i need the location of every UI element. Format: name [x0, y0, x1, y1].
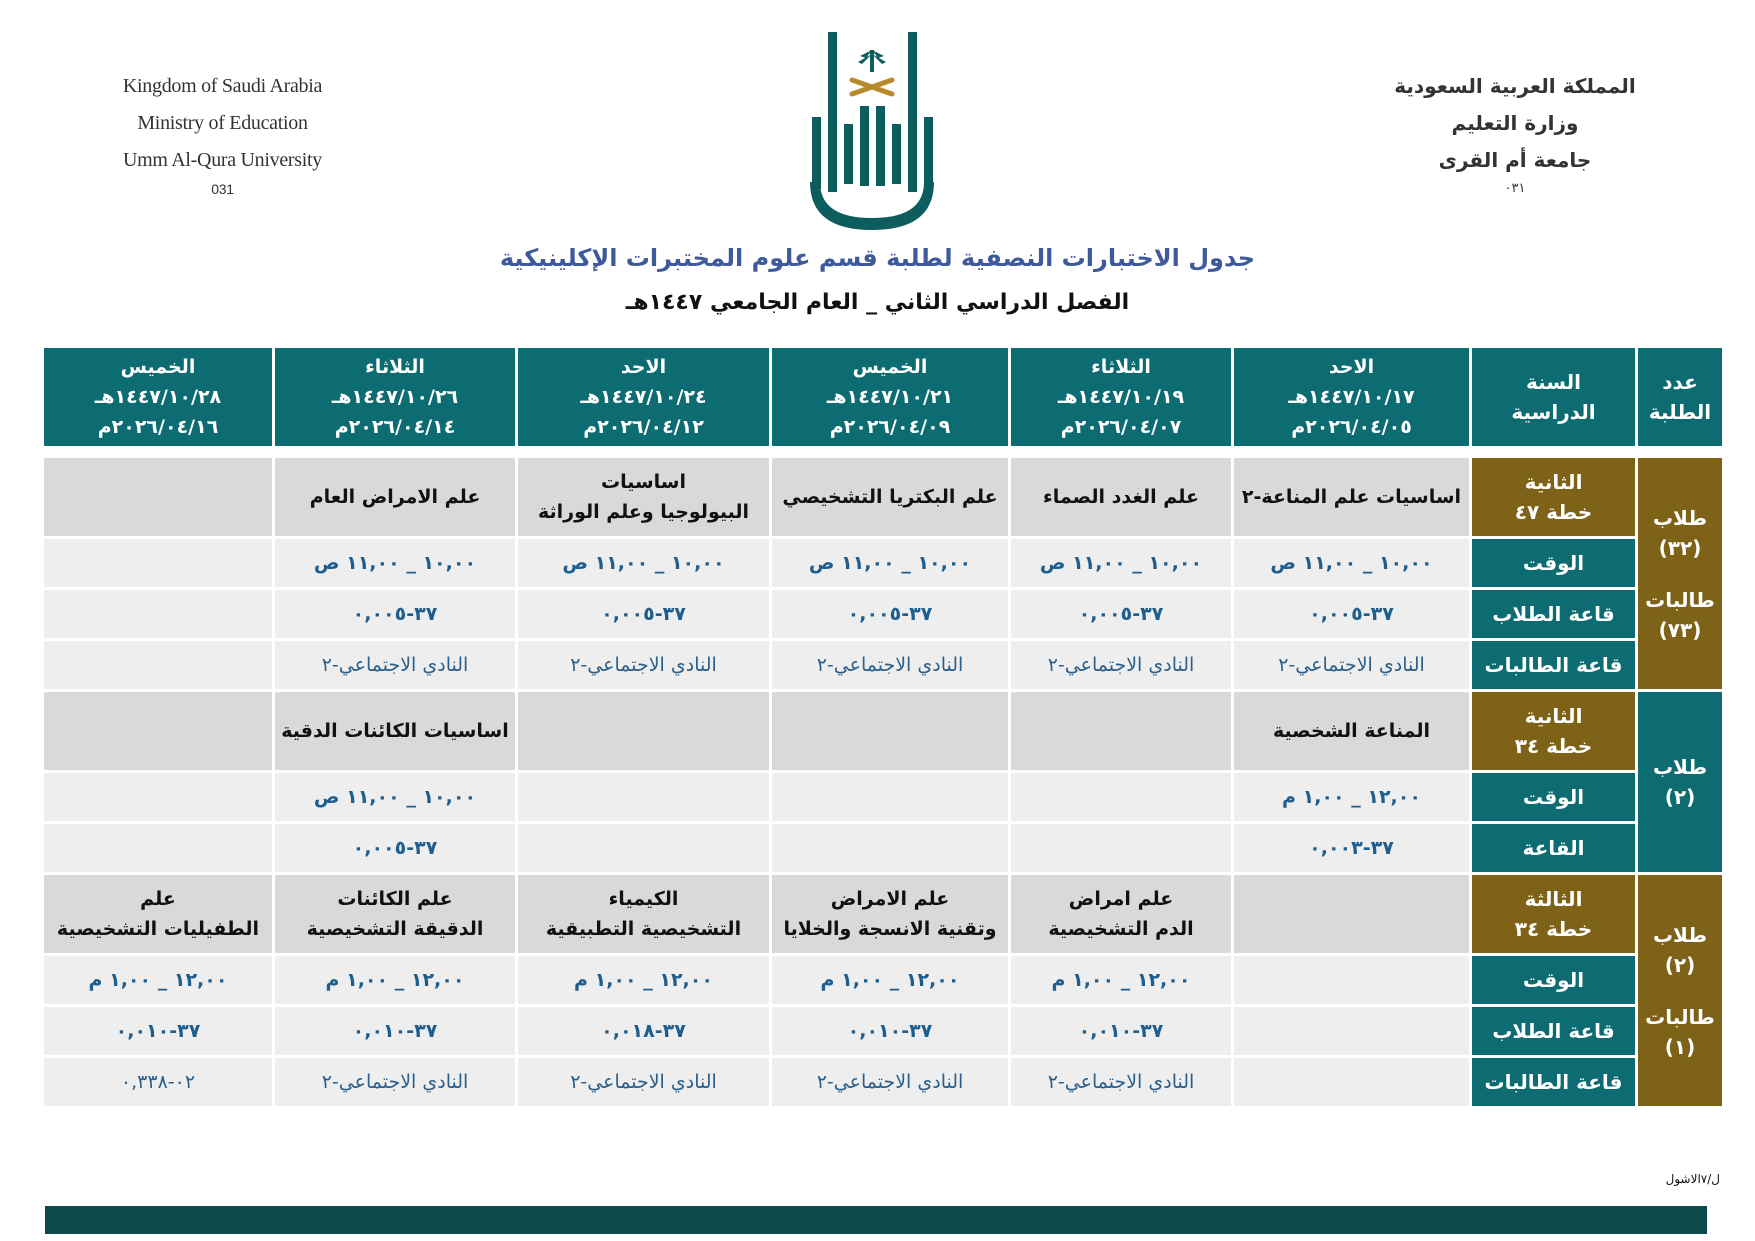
course-cell [1011, 692, 1231, 770]
time-cell: ١٢,٠٠ _ ١,٠٠ م [1011, 956, 1231, 1004]
course-cell: علم الكائنات الدقيقة التشخيصية [275, 875, 515, 953]
header-ar-line: جامعة أم القرى [1438, 148, 1592, 172]
hall-cell: ٣٧-٠,٠٠٣ [1234, 824, 1469, 872]
course-row [44, 875, 1722, 953]
course-cell [1234, 875, 1469, 953]
time-cell: ١٠,٠٠ _ ١١,٠٠ ص [1234, 539, 1469, 587]
hall-cell: النادي الاجتماعي-٢ [1011, 641, 1231, 689]
course-cell [44, 458, 272, 536]
female-hall-row [44, 1058, 1722, 1106]
hall-label: القاعة [1472, 824, 1635, 872]
time-label: الوقت [1472, 773, 1635, 821]
hall-cell: ٣٧-٠,٠٠٥ [1011, 590, 1231, 638]
time-row [44, 539, 1722, 587]
hall-cell: ٣٧-٠,٠٠٥ [275, 824, 515, 872]
time-row [44, 773, 1722, 821]
time-cell [1234, 956, 1469, 1004]
female-hall-label: قاعة الطالبات [1472, 1058, 1635, 1106]
female-hall-label: قاعة الطالبات [1472, 641, 1635, 689]
hall-cell: ٣٧-٠,٠١٠ [44, 1007, 272, 1055]
time-cell: ١٠,٠٠ _ ١١,٠٠ ص [275, 773, 515, 821]
group-count: طلاب (٢) [1638, 692, 1722, 872]
male-hall-row [44, 590, 1722, 638]
course-cell: المناعة الشخصية [1234, 692, 1469, 770]
course-cell: اساسيات البيولوجيا وعلم الوراثة [518, 458, 769, 536]
course-cell: علم الامراض العام [275, 458, 515, 536]
hall-cell: ٣٧-٠,٠١٠ [275, 1007, 515, 1055]
day-header: الخميس ١٤٤٧/١٠/٢١هـ ٢٠٢٦/٠٤/٠٩م [772, 348, 1008, 446]
hall-cell [44, 590, 272, 638]
year-cell: الثالثة خطة ٣٤ [1472, 875, 1635, 953]
hall-cell: ٣٧-٠,٠٠٥ [1234, 590, 1469, 638]
time-cell [518, 773, 769, 821]
course-cell: علم امراض الدم التشخيصية [1011, 875, 1231, 953]
time-row [44, 956, 1722, 1004]
header-english [105, 68, 340, 199]
course-row [44, 692, 1722, 770]
hall-cell [1011, 824, 1231, 872]
header-ar-line: وزارة التعليم [1451, 111, 1579, 135]
hall-cell: النادي الاجتماعي-٢ [275, 641, 515, 689]
female-hall-row [44, 641, 1722, 689]
day-header: الثلاثاء ١٤٤٧/١٠/١٩هـ ٢٠٢٦/٠٤/٠٧م [1011, 348, 1231, 446]
hall-cell: ٠٢-٠,٣٣٨ [44, 1058, 272, 1106]
time-label: الوقت [1472, 956, 1635, 1004]
hall-cell [1234, 1007, 1469, 1055]
time-cell [1011, 773, 1231, 821]
header-arabic [1380, 68, 1650, 199]
hall-cell: ٣٧-٠,٠١٠ [772, 1007, 1008, 1055]
hall-cell [1234, 1058, 1469, 1106]
hall-cell: ٣٧-٠,٠٠٥ [772, 590, 1008, 638]
header-en-line: Ministry of Education [137, 112, 308, 134]
hall-cell [772, 824, 1008, 872]
male-hall-label: قاعة الطلاب [1472, 1007, 1635, 1055]
day-header: الثلاثاء ١٤٤٧/١٠/٢٦هـ ٢٠٢٦/٠٤/١٤م [275, 348, 515, 446]
hall-cell: النادي الاجتماعي-٢ [275, 1058, 515, 1106]
male-hall-label: قاعة الطلاب [1472, 590, 1635, 638]
time-cell: ١٢,٠٠ _ ١,٠٠ م [1234, 773, 1469, 821]
header-en-line: Kingdom of Saudi Arabia [122, 75, 323, 97]
hall-cell: النادي الاجتماعي-٢ [1011, 1058, 1231, 1106]
hall-cell [518, 824, 769, 872]
footer-bar [45, 1206, 1707, 1234]
time-cell: ١٢,٠٠ _ ١,٠٠ م [772, 956, 1008, 1004]
time-cell: ١٠,٠٠ _ ١١,٠٠ ص [772, 539, 1008, 587]
time-cell: ١٢,٠٠ _ ١,٠٠ م [44, 956, 272, 1004]
year-cell: الثانية خطة ٤٧ [1472, 458, 1635, 536]
course-row [44, 458, 1722, 536]
hall-cell: ٣٧-٠,٠٠٥ [518, 590, 769, 638]
day-header: الاحد ١٤٤٧/١٠/٢٤هـ ٢٠٢٦/٠٤/١٢م [518, 348, 769, 446]
group-count: طلاب (٢) طالبات (١) [1638, 875, 1722, 1106]
time-label: الوقت [1472, 539, 1635, 587]
time-cell: ١٠,٠٠ _ ١١,٠٠ ص [518, 539, 769, 587]
course-cell [518, 692, 769, 770]
course-cell: اساسيات علم المناعة-٢ [1234, 458, 1469, 536]
hall-cell: النادي الاجتماعي-٢ [518, 641, 769, 689]
day-header: الخميس ١٤٤٧/١٠/٢٨هـ ٢٠٢٦/٠٤/١٦م [44, 348, 272, 446]
course-cell: علم الغدد الصماء [1011, 458, 1231, 536]
header-row [44, 348, 1722, 446]
hall-cell: ٣٧-٠,٠١٠ [1011, 1007, 1231, 1055]
group-count: طلاب (٣٢) طالبات (٧٣) [1638, 458, 1722, 689]
students-count-header: عدد الطلبة [1638, 348, 1722, 446]
hall-cell: النادي الاجتماعي-٢ [772, 641, 1008, 689]
hall-cell: ٣٧-٠,٠٠٥ [275, 590, 515, 638]
time-cell [772, 773, 1008, 821]
header-en-code: 031 [211, 181, 234, 197]
time-cell: ١٢,٠٠ _ ١,٠٠ م [518, 956, 769, 1004]
document-title: جدول الاختبارات النصفية لطلبة قسم علوم المختبرات الإكلينيكية [499, 244, 1256, 272]
year-cell: الثانية خطة ٣٤ [1472, 692, 1635, 770]
course-cell [44, 692, 272, 770]
course-cell: علم البكتريا التشخيصي [772, 458, 1008, 536]
hall-cell: النادي الاجتماعي-٢ [1234, 641, 1469, 689]
male-hall-row [44, 1007, 1722, 1055]
course-cell [772, 692, 1008, 770]
hall-cell: ٣٧-٠,٠١٨ [518, 1007, 769, 1055]
course-cell: الكيمياء التشخيصية التطبيقية [518, 875, 769, 953]
course-cell: علم الطفيليات التشخيصية [44, 875, 272, 953]
document-subtitle: الفصل الدراسي الثاني _ العام الجامعي ١٤٤٧هـ [625, 290, 1130, 315]
header-ar-line: المملكة العربية السعودية [1394, 74, 1636, 98]
hall-cell [44, 641, 272, 689]
hall-row [44, 824, 1722, 872]
header-en-line: Umm Al-Qura University [123, 149, 322, 171]
hall-cell [44, 824, 272, 872]
time-cell: ١٠,٠٠ _ ١١,٠٠ ص [1011, 539, 1231, 587]
course-cell: علم الامراض وتقنية الانسجة والخلايا [772, 875, 1008, 953]
day-header: الاحد ١٤٤٧/١٠/١٧هـ ٢٠٢٦/٠٤/٠٥م [1234, 348, 1469, 446]
time-cell [44, 539, 272, 587]
header-ar-code: ٠٣١ [1504, 181, 1526, 196]
university-logo [808, 32, 936, 230]
hall-cell: النادي الاجتماعي-٢ [518, 1058, 769, 1106]
exam-schedule-table [41, 345, 1725, 1109]
time-cell: ١٢,٠٠ _ ١,٠٠ م [275, 956, 515, 1004]
time-cell [44, 773, 272, 821]
hall-cell: النادي الاجتماعي-٢ [772, 1058, 1008, 1106]
time-cell: ١٠,٠٠ _ ١١,٠٠ ص [275, 539, 515, 587]
course-cell: اساسيات الكائنات الدقية [275, 692, 515, 770]
year-header: السنة الدراسية [1472, 348, 1635, 446]
footer-note: ل/٧الاشول [1665, 1172, 1720, 1186]
